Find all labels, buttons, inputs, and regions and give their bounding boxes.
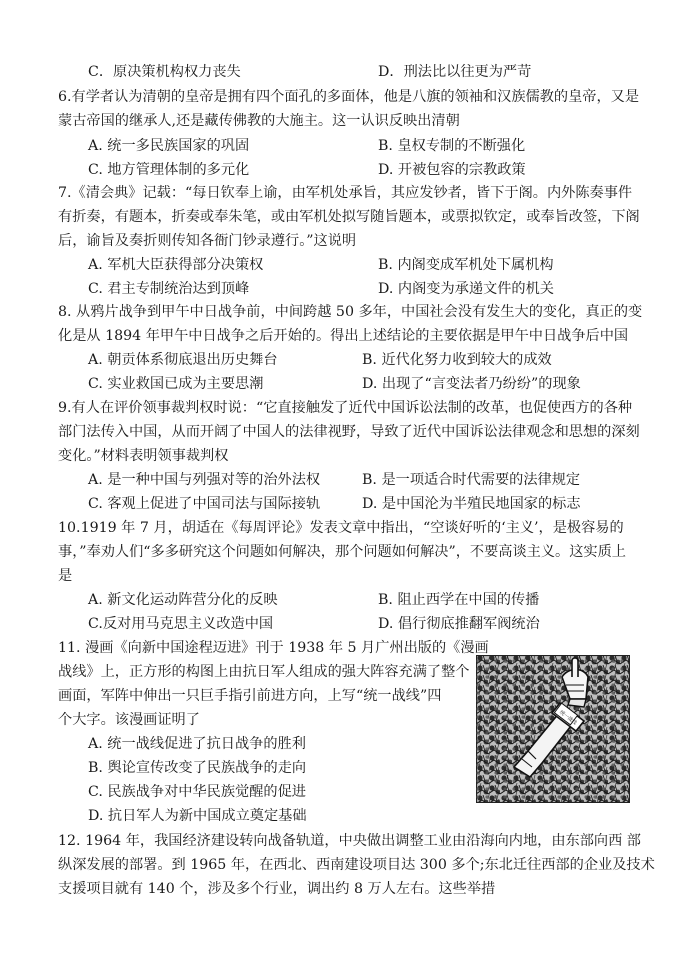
q9-option-a: A. 是一种中国与列强对等的治外法权 bbox=[88, 472, 321, 488]
q6-option-c: C. 地方管理体制的多元化 bbox=[88, 162, 250, 178]
q6-option-b: B. 皇权专制的不断强化 bbox=[378, 138, 526, 154]
q11-option-b: B. 舆论宣传改变了民族战争的走向 bbox=[88, 760, 307, 776]
q10-stem-line1: 10.1919 年 7 月，胡适在《每周评论》发表文章中指出，“空谈好听的‘主义’，是极容易的 bbox=[58, 520, 624, 536]
q8-option-b: B. 近代化努力收到较大的成效 bbox=[362, 352, 552, 368]
q8-stem-line1: 8. 从鸦片战争到甲午中日战争前，中间跨越 50 多年，中国社会没有发生大的变化，真正的变 bbox=[58, 304, 643, 320]
q8-option-c: C. 实业救国已成为主要思潮 bbox=[88, 376, 264, 392]
q10-option-d: D. 倡行彻底推翻军阀统治 bbox=[378, 616, 540, 632]
q10-option-a: A. 新文化运动阵营分化的反映 bbox=[88, 592, 278, 608]
q12-stem-line1: 12. 1964 年，我国经济建设转向战备轨道，中央做出调整工业由沿海向内地，由东部向西 部 bbox=[58, 833, 641, 849]
q8-option-d: D. 出现了“言变法者乃纷纷”的现象 bbox=[362, 376, 581, 392]
q8-stem-line2: 化是从 1894 年甲午中日战争之后开始的。得出上述结论的主要依据是甲午中日战争后中国 bbox=[58, 328, 629, 344]
q11-cartoon-image bbox=[476, 655, 630, 803]
q5-option-d: D．刑法比以往更为严苛 bbox=[378, 64, 532, 80]
q6-stem-line1: 6.有学者认为清朝的皇帝是拥有四个面孔的多面体，他是八旗的领袖和汉族儒教的皇帝，又是 bbox=[58, 89, 640, 105]
q9-option-c: C. 客观上促进了中国司法与国际接轨 bbox=[88, 496, 321, 512]
q7-stem-line2: 有折奏，有题本，折奏或奉朱笔，或由军机处拟写随旨题本，或票拟钦定，或奉旨改签，下阁 bbox=[58, 209, 640, 225]
q7-stem-line1: 7.《清会典》记载：“每日钦奉上谕，由军机处承旨，其应发钞者，皆下于阁。内外陈奏事件 bbox=[58, 185, 633, 201]
q11-stem-line1: 11. 漫画《向新中国途程迈进》刊于 1938 年 5 月广州出版的《漫画 bbox=[58, 640, 489, 656]
q11-option-a: A. 统一战线促进了抗日战争的胜利 bbox=[88, 736, 306, 752]
q11-option-c: C. 民族战争对中华民族觉醒的促进 bbox=[88, 784, 306, 800]
q9-stem-line1: 9.有人在评价领事裁判权时说：“它直接触发了近代中国诉讼法制的改革，也促使西方的各种 bbox=[58, 400, 633, 416]
q9-stem-line3: 变化。”材料表明领事裁判权 bbox=[58, 448, 229, 464]
q9-option-b: B. 是一项适合时代需要的法律规定 bbox=[362, 472, 581, 488]
q11-stem-line3: 画面，军阵中伸出一只巨手指引前进方向，上写“统一战线”四 bbox=[58, 688, 442, 704]
q11-stem-line2: 战线》上，正方形的构图上由抗日军人组成的强大阵容充满了整个 bbox=[58, 664, 470, 680]
q9-option-d: D. 是中国沦为半殖民地国家的标志 bbox=[362, 496, 581, 512]
q10-option-b: B. 阻止西学在中国的传播 bbox=[378, 592, 540, 608]
q7-option-a: A. 军机大臣获得部分决策权 bbox=[88, 257, 264, 273]
q11-option-d: D. 抗日军人为新中国成立奠定基础 bbox=[88, 808, 307, 824]
q8-option-a: A. 朝贡体系彻底退出历史舞台 bbox=[88, 352, 278, 368]
q12-stem-line2: 纵深发展的部署。到 1965 年，在西北、西南建设项目达 300 多个;东北迁往西部的企业及技术 bbox=[58, 857, 655, 873]
q6-option-a: A. 统一多民族国家的巩固 bbox=[88, 138, 250, 154]
q10-stem-line3: 是 bbox=[58, 568, 73, 584]
cartoon-label: 统一战线 bbox=[558, 709, 578, 727]
q10-stem-line2: 事，”奉劝人们“多多研究这个问题如何解决，那个问题如何解决”，不要高谈主义。这实质上 bbox=[58, 544, 626, 560]
q12-stem-line3: 支援项目就有 140 个，涉及多个行业，调出约 8 万人左右。这些举措 bbox=[58, 881, 496, 897]
q11-stem-line4: 个大字。该漫画证明了 bbox=[58, 712, 200, 728]
q7-stem-line3: 后，谕旨及奏折则传知各衙门钞录遵行。”这说明 bbox=[58, 233, 357, 249]
q9-stem-line2: 部门法传入中国，从而开阔了中国人的法律视野，导致了近代中国诉讼法律观念和思想的深刻 bbox=[58, 424, 640, 440]
q10-option-c: C.反对用马克思主义改造中国 bbox=[88, 616, 274, 632]
q7-option-b: B. 内阁变成军机处下属机构 bbox=[378, 257, 554, 273]
q7-option-d: D. 内阁变为承递文件的机关 bbox=[378, 281, 554, 297]
q5-option-c: C．原决策机构权力丧失 bbox=[88, 64, 241, 80]
q6-option-d: D. 开被包容的宗教政策 bbox=[378, 162, 526, 178]
q7-option-c: C. 君主专制统治达到顶峰 bbox=[88, 281, 250, 297]
q6-stem-line2: 蒙古帝国的继承人,还是藏传佛教的大施主。这一认识反映出清朝 bbox=[58, 113, 460, 129]
